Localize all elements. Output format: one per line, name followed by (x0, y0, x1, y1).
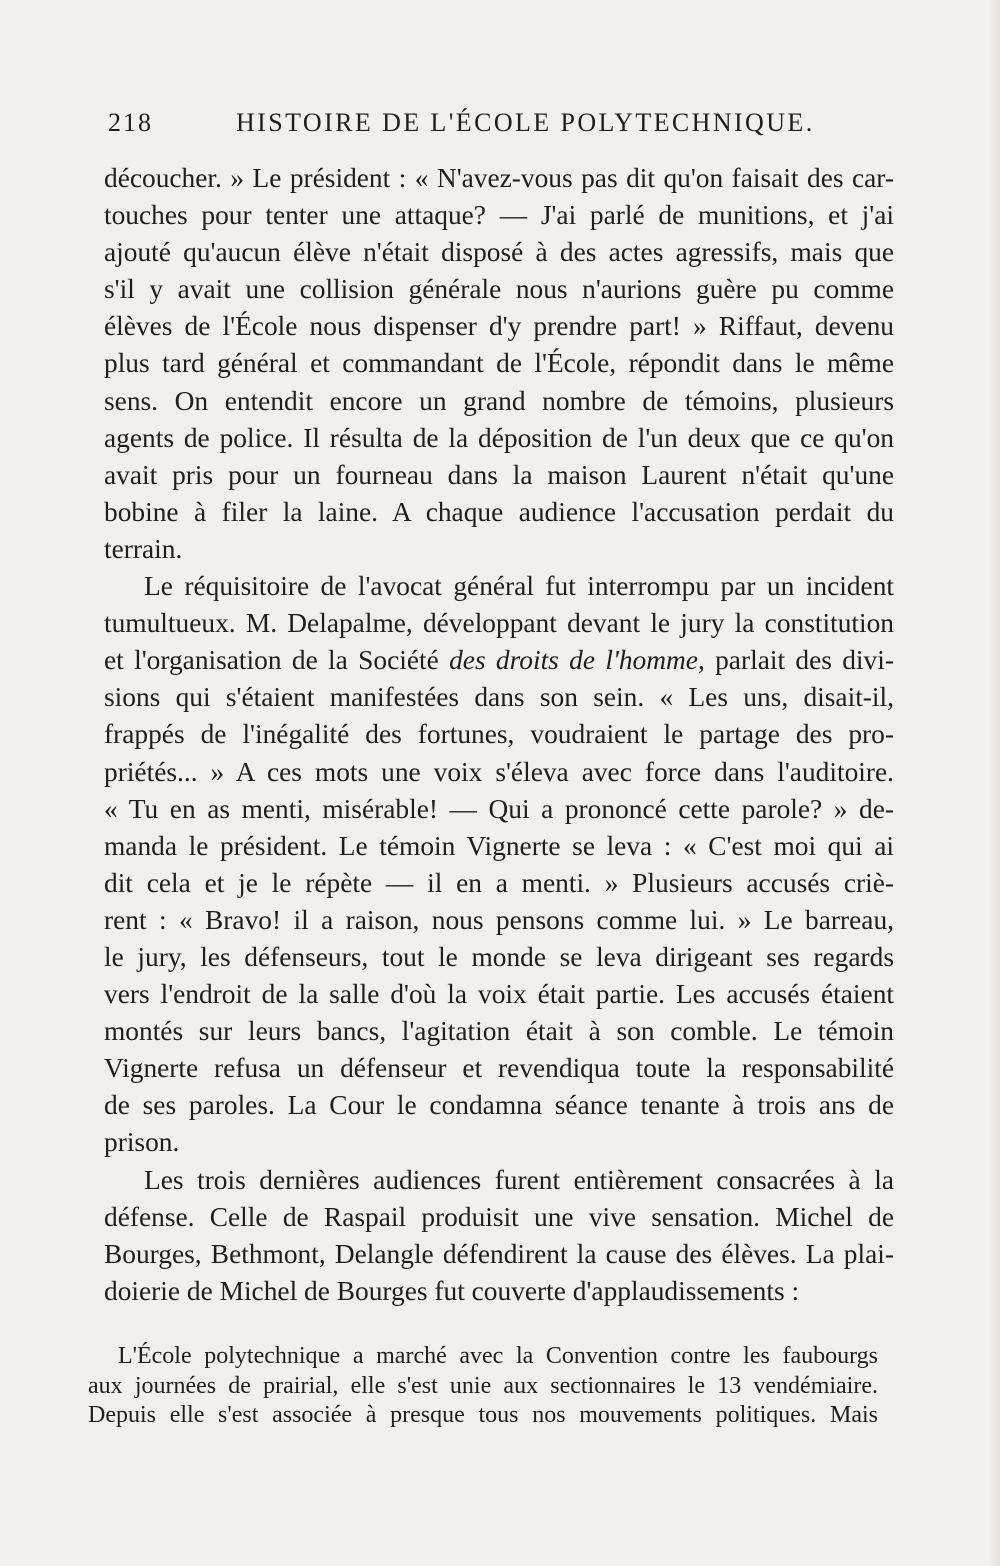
text-line: vers l'endroit de la salle d'où la voix était partie. Les accusés étaient (104, 979, 894, 1010)
text-line: frappés de l'inégalité des fortunes, voudraient le partage des pro- (104, 719, 894, 750)
page-number: 218 (108, 108, 153, 137)
text-line: sens. On entendit encore un grand nombre de témoins, plusieurs (104, 385, 894, 416)
text-line: rent : « Bravo! il a raison, nous pensons comme lui. » Le barreau, (104, 904, 894, 935)
text-line: manda le président. Le témoin Vignerte se leva : « C'est moi qui ai (104, 830, 894, 861)
text-line: découcher. » Le président : « N'avez-vous pas dit qu'on faisait des car- (104, 163, 894, 193)
text-line: avait pris pour un fourneau dans la maison Laurent n'était qu'une (104, 459, 894, 490)
text-line: plus tard général et commandant de l'École, répondit dans le même (104, 348, 894, 379)
text-line: Le réquisitoire de l'avocat général fut interrompu par un incident (144, 571, 894, 602)
text-line: Bourges, Bethmont, Delangle défendirent la cause des élèves. La plai- (104, 1238, 894, 1269)
text-line: doierie de Michel de Bourges fut couverte d'applaudissements : (104, 1275, 800, 1306)
text-fragment: et l'organisation de la Société (104, 645, 439, 676)
text-line-with-italic (104, 642, 894, 679)
block-quote (88, 1342, 878, 1431)
text-line: Vignerte refusa un défenseur et revendiqua toute la responsabilité (104, 1053, 894, 1084)
text-line: Les trois dernières audiences furent entièrement consacrées à la (144, 1164, 894, 1195)
running-head (108, 108, 888, 148)
page-edge-shadow (990, 0, 1000, 1566)
running-title: HISTOIRE DE L'ÉCOLE POLYTECHNIQUE. (236, 108, 815, 137)
text-line: agents de police. Il résulta de la déposition de l'un deux que ce qu'on (104, 422, 894, 453)
text-line: tumultueux. M. Delapalme, développant devant le jury la constitution (104, 608, 894, 639)
text-line: prison. (104, 1127, 180, 1158)
text-line: bobine à filer la laine. A chaque audience l'accusation perdait du (104, 496, 894, 527)
text-line: ajouté qu'aucun élève n'était disposé à des actes agressifs, mais que (104, 237, 894, 268)
text-line: de ses paroles. La Cour le condamna séance tenante à trois ans de (104, 1090, 894, 1121)
text-line: le jury, les défenseurs, tout le monde se leva dirigeant ses regards (104, 941, 894, 972)
quote-line: L'École polytechnique a marché avec la Convention contre les faubourgs (118, 1343, 878, 1369)
text-line: s'il y avait une collision générale nous n'aurions guère pu comme (104, 274, 894, 305)
body-text (104, 160, 894, 1310)
text-fragment: , parlait des divi- (697, 645, 894, 676)
text-line: priétés... » A ces mots une voix s'éleva avec force dans l'auditoire. (104, 756, 894, 787)
quote-line: Depuis elle s'est associée à presque tous nos mouvements politiques. Mais (88, 1402, 878, 1428)
text-line: défense. Celle de Raspail produisit une vive sensation. Michel de (104, 1201, 894, 1232)
text-line: terrain. (104, 533, 183, 564)
text-line: « Tu en as menti, misérable! — Qui a prononcé cette parole? » de- (104, 793, 894, 824)
text-line: élèves de l'École nous dispenser d'y prendre part! » Riffaut, devenu (104, 311, 894, 342)
text-line: montés sur leurs bancs, l'agitation était à son comble. Le témoin (104, 1016, 894, 1047)
text-line: sions qui s'étaient manifestées dans son sein. « Les uns, disait-il, (104, 682, 894, 713)
quote-line: aux journées de prairial, elle s'est unie aux sectionnaires le 13 vendémiaire. (88, 1372, 878, 1399)
italic-title: des droits de l'homme (449, 645, 698, 676)
text-line: dit cela et je le répète — il en a menti. » Plusieurs accusés criè- (104, 867, 894, 898)
text-line: touches pour tenter une attaque? — J'ai parlé de munitions, et j'ai (104, 200, 894, 231)
